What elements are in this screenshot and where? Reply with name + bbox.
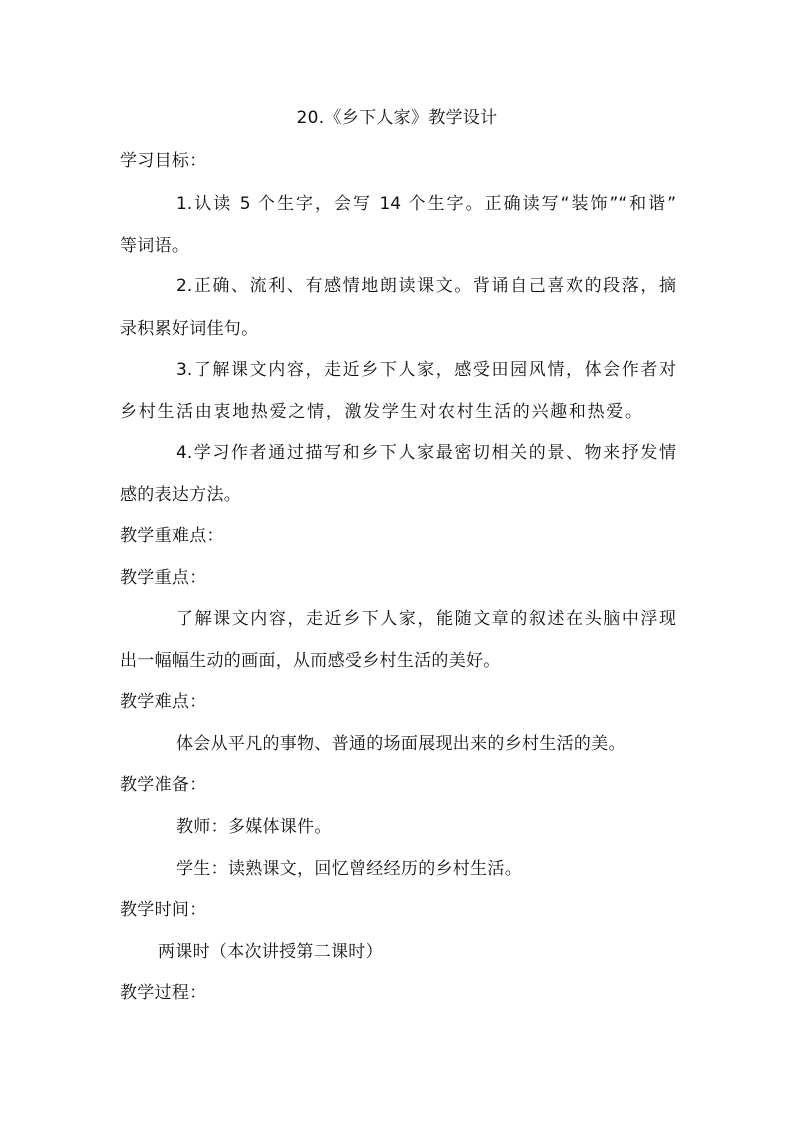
objective-1-line-2: 等词语。: [120, 236, 190, 256]
process-heading: 教学过程：: [120, 983, 207, 1003]
difficulty-line-1: 体会从平凡的事物、普通的场面展现出来的乡村生活的美。: [176, 734, 626, 754]
objective-3-line-1: 3.了解课文内容，走近乡下人家，感受田园风情，体会作者对: [176, 360, 676, 380]
focus-line-2: 出一幅幅生动的画面，从而感受乡村生活的美好。: [120, 651, 501, 671]
objective-4-line-1: 4.学习作者通过描写和乡下人家最密切相关的景、物来抒发情: [176, 443, 676, 463]
objective-2-line-2: 录积累好词佳句。: [120, 319, 259, 339]
time-heading: 教学时间：: [120, 900, 207, 920]
preparation-student: 学生：读熟课文，回忆曾经经历的乡村生活。: [176, 859, 522, 879]
time-value: 两课时（本次讲授第二课时）: [158, 942, 383, 962]
objectives-heading: 学习目标：: [120, 151, 207, 171]
preparation-teacher: 教师：多媒体课件。: [176, 817, 332, 837]
focus-heading: 教学重点：: [120, 568, 207, 588]
document-title: 20.《乡下人家》教学设计: [296, 108, 498, 128]
objective-3-line-2: 乡村生活由衷地热爱之情，激发学生对农村生活的兴趣和热爱。: [120, 402, 642, 422]
key-points-heading: 教学重难点：: [120, 526, 224, 546]
focus-line-1: 了解课文内容，走近乡下人家，能随文章的叙述在头脑中浮现: [176, 609, 676, 629]
objective-1-line-1: 1.认读 5 个生字，会写 14 个生字。正确读写“装饰”“和谐”: [176, 194, 676, 214]
objective-4-line-2: 感的表达方法。: [120, 485, 242, 505]
difficulty-heading: 教学难点：: [120, 692, 207, 712]
objective-2-line-1: 2.正确、流利、有感情地朗读课文。背诵自己喜欢的段落，摘: [176, 276, 676, 296]
preparation-heading: 教学准备：: [120, 775, 207, 795]
